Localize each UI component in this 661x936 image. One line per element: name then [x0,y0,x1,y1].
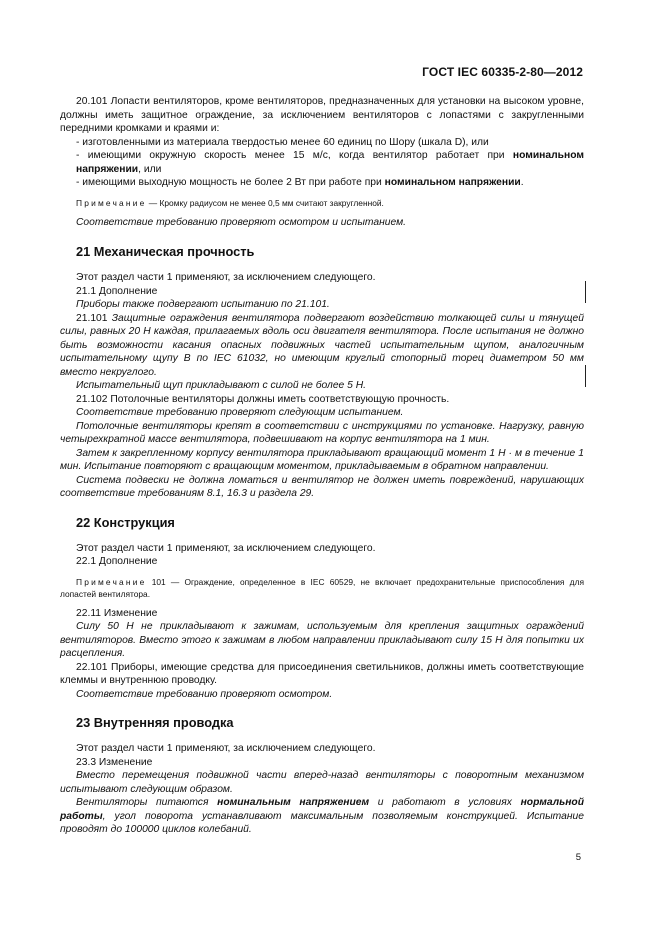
clause-20-101: 20.101 Лопасти вентиляторов, кроме вентиляторов, предназначенных для установки на высоком уровне, должны иметь защитное ограждение, за исключением вентиляторов с лопастями с закругленными передними кромками и краями и: [60,96,584,134]
paragraph: Вентиляторы питаются номинальным напряжением и работают в условиях нормальной работы, угол поворота устанавливают максимальным позволяемым конструкцией. Испытание проводят до 100000 циклов колебаний. [60,797,585,835]
paragraph: Потолочные вентиляторы крепят в соответствии с инструкциями по установке. Нагрузку, равную четырехкратной массе вентилятора, подвешивают на корпус вентилятора на 1 мин. [60,420,584,445]
clause-21-101: 21.101 Защитные ограждения вентилятора подвергают воздействию толкающей силы и тянущей силы, равных 20 Н каждая, прилагаемых вдоль оси двигателя вентилятора. После испытания не должно быть возможности касания опасных подвижных частей испытательным щупом, аналогичным испытательному щупу В по IEC 61032, но имеющим круглый стопорный торец диаметром 50 мм вместо некруглого. [60,312,584,378]
note: Примечание — Кромку радиусом не менее 0,5 мм считают закругленной. [76,197,384,208]
paragraph: Силу 50 Н не прикладывают к зажимам, используемым для крепления защитных ограждений вентиляторов. Вместо этого к зажимам в любом направлении прикладывают силу 15 Н для попытки их расцепления. [60,621,584,659]
paragraph: Приборы также подвергают испытанию по 21.101. [76,299,330,310]
paragraph: Этот раздел части 1 применяют, за исключением следующего. [76,542,376,554]
clause-21-102: 21.102 Потолочные вентиляторы должны иметь соответствующую прочность. [76,393,450,405]
section-heading: 23 Внутренняя проводка [76,715,234,730]
change-bar [585,281,586,303]
clause-heading: 22.11 Изменение [76,607,158,619]
paragraph: Испытательный щуп прикладывают с силой не более 5 Н. [76,380,367,391]
list-item: - изготовленными из материала твердостью менее 60 единиц по Шору (шкала D), или [76,136,489,148]
clause-heading: 21.1 Дополнение [76,285,158,297]
list-item: - имеющими выходную мощность не более 2 Вт при работе при номинальном напряжении. [76,177,524,188]
paragraph: Вместо перемещения подвижной части вперед-назад вентиляторы с поворотным механизмом испытывают следующим образом. [60,770,584,795]
clause-22-101: 22.101 Приборы, имеющие средства для присоединения светильников, должны иметь соответствующие клеммы и внутреннюю проводку. [60,661,584,686]
section-heading: 22 Конструкция [76,514,175,530]
section-heading: 21 Механическая прочность [76,244,255,259]
paragraph: Затем к закрепленному корпусу вентилятора прикладывают вращающий момент 1 Н · м в течение 1 мин. Испытание повторяют с вращающим моментом, прикладываемым в обратном направлении. [60,447,584,472]
note: Примечание 101 — Ограждение, определенное в IEC 60529, не включает предохранительные приспособления для лопастей вентилятора. [60,576,584,599]
paragraph: Этот раздел части 1 применяют, за исключением следующего. [76,272,376,283]
compliance-text: Соответствие требованию проверяют осмотром и испытанием. [76,216,407,228]
clause-heading: 22.1 Дополнение [76,556,158,567]
page-number: 5 [575,852,581,863]
compliance-text: Соответствие требованию проверяют осмотром. [76,688,333,700]
document-body [60,95,584,837]
list-item: - имеющими окружную скорость менее 15 м/с, когда вентилятор работает при номинальном напряжении, или [76,150,584,175]
clause-heading: 23.3 Изменение [76,756,153,768]
paragraph: Этот раздел части 1 применяют, за исключением следующего. [76,743,376,754]
standard-header: ГОСТ IEC 60335-2-80—2012 [422,65,583,79]
compliance-text: Соответствие требованию проверяют следующим испытанием. [76,407,404,418]
paragraph: Система подвески не должна ломаться и вентилятор не должен иметь повреждений, нарушающих соответствие требованиям 8.1, 16.3 и раздела 29. [60,474,584,499]
change-bar [585,365,586,387]
